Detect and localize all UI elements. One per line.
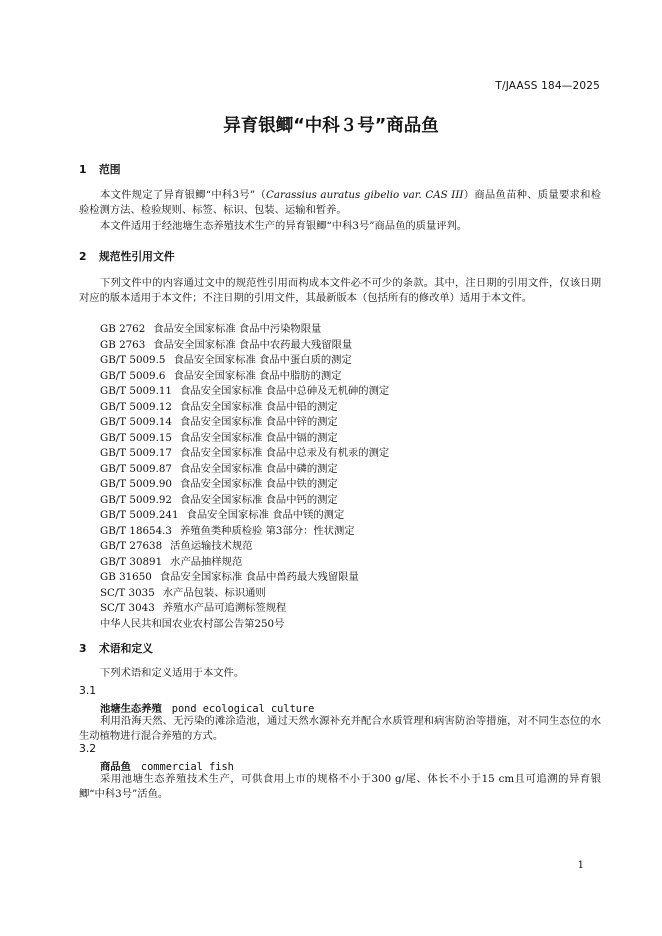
reference-title: 食品安全国家标准 食品中镁的测定 [186,509,345,521]
reference-item [100,369,389,385]
section-1-heading [79,162,121,177]
reference-title: 食品安全国家标准 食品中污染物限量 [153,323,322,335]
reference-item [100,555,389,571]
reference-code: GB/T 5009.241 [100,509,179,521]
reference-item [100,570,389,586]
section-number: 2 [79,250,87,263]
reference-title: 养殖水产品可追溯标签规程 [162,602,287,614]
reference-list [100,322,389,632]
section-2-heading [79,249,175,264]
reference-item [100,586,389,602]
term-zh: 池塘生态养殖 [100,703,162,715]
reference-code: GB/T 5009.14 [100,416,172,428]
reference-code: GB 2763 [100,338,146,351]
reference-item [100,431,389,447]
reference-code: GB/T 5009.6 [100,369,166,382]
reference-title: 养殖鱼类种质检验 第3部分：性状测定 [179,524,355,537]
reference-item [100,539,389,555]
terms-intro: 下列术语和定义适用于本文件。 [100,667,245,679]
reference-item [100,338,389,354]
reference-code: GB/T 5009.15 [100,431,172,444]
reference-code: GB/T 30891 [100,555,163,568]
reference-title: 食品安全国家标准 食品中兽药最大残留限量 [159,571,359,583]
reference-title: 水产品抽样规范 [170,555,243,568]
latin-name: Carassius auratus gibelio var. CAS III [266,189,464,201]
reference-code: GB/T 5009.5 [100,354,166,366]
reference-code: SC/T 3035 [100,586,155,599]
reference-title: 水产品包装、标识通则 [162,586,266,599]
reference-code: SC/T 3043 [100,602,155,614]
reference-title: 食品安全国家标准 食品中总砷及无机砷的测定 [179,385,390,397]
reference-item [100,384,389,400]
reference-item [100,508,389,524]
term-definition: 利用沿海天然、无污染的滩涂造池，通过天然水源补充并配合水质管理和病害防治等措施，对不同生态位的水生动植物进行混合养殖的方式。 [79,715,601,743]
reference-title: 食品安全国家标准 食品中锌的测定 [179,416,338,428]
reference-item [100,415,389,431]
standard-code: T/JAASS 184—2025 [495,80,600,92]
scope-text-a: 本文件规定了异育银鲫“中科3号”（ [100,189,267,201]
term-en: pond ecological culture [171,703,315,715]
scope-paragraph-1 [79,188,601,219]
reference-code: GB/T 5009.92 [100,493,172,506]
reference-title: 食品安全国家标准 食品中磷的测定 [179,462,338,475]
scope-text-b: ）商品鱼苗种、质量要求和检验检测方法、检验规则、标签、标识、包装、运输和暂养。 [79,189,601,217]
reference-title: 食品安全国家标准 食品中铅的测定 [179,400,338,413]
section-number: 3 [79,642,87,655]
reference-item [100,353,389,369]
reference-item [100,400,389,416]
section-title: 范围 [99,163,121,176]
term-heading [100,700,314,715]
term-en: commercial fish [140,761,234,773]
reference-title: 食品安全国家标准 食品中脂肪的测定 [173,369,342,382]
reference-item [100,524,389,540]
reference-code: GB 31650 [100,571,152,583]
section-number: 1 [79,163,87,176]
reference-code: GB/T 27638 [100,540,163,552]
reference-item [100,601,389,617]
reference-title: 活鱼运输技术规范 [170,540,253,552]
reference-item [100,462,389,478]
term-number: 3.2 [79,742,97,755]
document-title: 异育银鲫“中科３号”商品鱼 [223,116,439,136]
reference-item [100,477,389,493]
section-title: 术语和定义 [99,642,153,655]
reference-title: 食品安全国家标准 食品中镉的测定 [179,431,338,444]
reference-code: GB/T 18654.3 [100,524,172,537]
reference-title: 食品安全国家标准 食品中总汞及有机汞的测定 [179,447,390,459]
reference-title: 食品安全国家标准 食品中钙的测定 [179,493,338,506]
reference-item [100,446,389,462]
reference-code: GB/T 5009.87 [100,462,172,475]
reference-item [100,322,389,338]
reference-code: GB 2762 [100,323,146,335]
reference-title: 中华人民共和国农业农村部公告第250号 [100,617,285,630]
reference-code: GB/T 5009.12 [100,400,172,413]
page-number: 1 [577,860,584,871]
normative-intro: 下列文件中的内容通过文中的规范性引用而构成本文件必不可少的条款。其中，注日期的引用文件，仅该日期对应的版本适用于本文件；不注日期的引用文件，其最新版本（包括所有的修改单）适用于本文件。 [79,277,601,305]
reference-title: 食品安全国家标准 食品中蛋白质的测定 [173,354,352,366]
scope-paragraph-2: 本文件适用于经池塘生态养殖技术生产的异育银鲫“中科3号”商品鱼的质量评判。 [100,220,468,232]
term-definition: 采用池塘生态养殖技术生产，可供食用上市的规格不小于300 g/尾、体长不小于15 cm且可追溯的异育银鲫“中科3号”活鱼。 [79,773,601,801]
reference-title: 食品安全国家标准 食品中铁的测定 [179,478,338,490]
term-heading [100,758,234,773]
reference-title: 食品安全国家标准 食品中农药最大残留限量 [153,338,353,351]
reference-code: GB/T 5009.90 [100,478,172,490]
section-title: 规范性引用文件 [99,250,175,263]
section-3-heading [79,641,153,656]
term-zh: 商品鱼 [100,761,131,773]
reference-code: GB/T 5009.11 [100,385,172,397]
reference-code: GB/T 5009.17 [100,447,172,459]
reference-item [100,493,389,509]
reference-item [100,617,389,633]
term-number: 3.1 [79,684,97,697]
